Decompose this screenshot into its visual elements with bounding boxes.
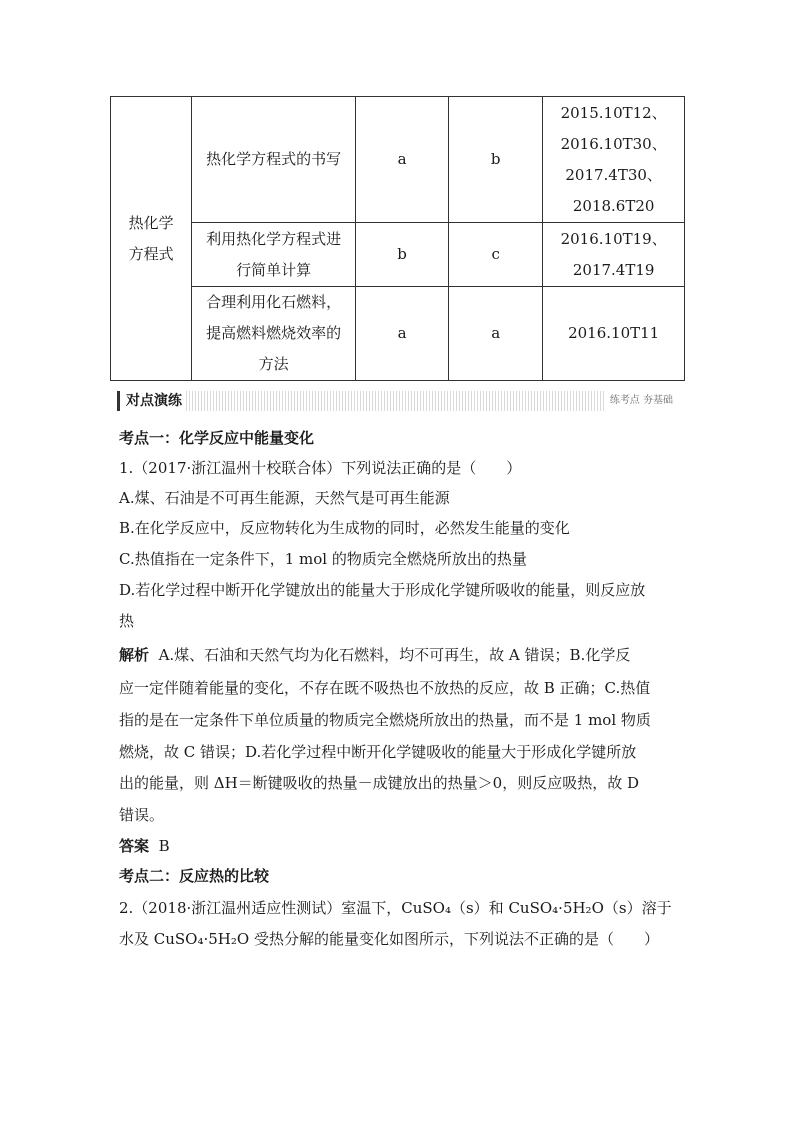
analysis-line: 错误。: [119, 806, 165, 824]
level2-cell: c: [449, 223, 543, 287]
analysis-line: [119, 645, 679, 665]
analysis-line: 指的是在一定条件下单位质量的物质完全燃烧所放出的热量，而不是 1 mol 物质: [119, 711, 651, 729]
answer-line: [119, 836, 679, 856]
q1-stem: 1.（2017·浙江温州十校联合体）下列说法正确的是（ ）: [119, 459, 522, 477]
section-banner: [117, 391, 679, 411]
answer-value: B: [158, 837, 170, 855]
analysis-line: 出的能量，则 ΔH＝断键吸收的热量－成键放出的热量＞0，则反应吸热，故 D: [119, 774, 640, 792]
item-line: 提高燃料燃烧效率的: [206, 324, 342, 342]
section-subtitle: 练考点 夯基础: [604, 391, 679, 411]
q2-stem: 2.（2018·浙江温州适应性测试）室温下，CuSO₄（s）和 CuSO₄·5H₂O（s）溶于: [119, 899, 672, 917]
analysis-text: A.煤、石油和天然气均为化石燃料，均不可再生，故 A 错误；B.化学反: [158, 646, 631, 664]
level2-cell: a: [449, 287, 543, 381]
exam-line: 2017.4T30、: [565, 165, 662, 184]
table-row: [111, 287, 685, 381]
topic-line: 方程式: [128, 244, 174, 263]
q1-option-b: B.在化学反应中，反应物转化为生成物的同时，必然发生能量的变化: [119, 519, 570, 537]
q1-option-c: C.热值指在一定条件下，1 mol 的物质完全燃烧所放出的热量: [119, 550, 527, 568]
level1-cell: a: [356, 97, 449, 223]
q1-option-a: A.煤、石油是不可再生能源，天然气是可再生能源: [119, 489, 450, 507]
exam-cell: [543, 287, 685, 381]
table-row: [111, 223, 685, 287]
exam-line: 2016.10T19、: [560, 229, 667, 248]
q1-option-d-cont: 热: [119, 612, 135, 630]
item-line: 热化学方程式的书写: [206, 150, 342, 168]
q1-option-d: D.若化学过程中断开化学键放出的能量大于形成化学键所吸收的能量，则反应放: [119, 581, 646, 599]
exam-spec-table: [110, 96, 685, 381]
q2-stem-cont: 水及 CuSO₄·5H₂O 受热分解的能量变化如图所示，下列说法不正确的是（ ）: [119, 930, 659, 948]
item-line: 行简单计算: [236, 260, 312, 279]
exam-line: 2015.10T12、: [560, 103, 667, 122]
item-cell: [192, 223, 356, 287]
table-row: [111, 97, 685, 223]
topic-cell: [111, 97, 192, 381]
item-cell: [192, 287, 356, 381]
kp2-heading: 考点二：反应热的比较: [119, 867, 270, 885]
level2-cell: b: [449, 97, 543, 223]
answer-label: 答案: [119, 837, 150, 855]
exam-cell: [543, 97, 685, 223]
exam-line: 2017.4T19: [572, 260, 655, 279]
item-line: 方法: [258, 355, 289, 373]
analysis-line: 燃烧，故 C 错误；D.若化学过程中断开化学键吸收的能量大于形成化学键所放: [119, 743, 637, 761]
topic-line: 热化学: [128, 213, 174, 232]
analysis-label: 解析: [119, 646, 150, 664]
exam-line: 2016.10T11: [568, 324, 660, 342]
exam-cell: [543, 223, 685, 287]
exam-line: 2018.6T20: [572, 196, 655, 215]
level1-cell: a: [356, 287, 449, 381]
analysis-line: 应一定伴随着能量的变化，不存在既不吸热也不放热的反应，故 B 正确；C.热值: [119, 679, 651, 697]
kp1-heading: 考点一：化学反应中能量变化: [119, 429, 315, 447]
exam-line: 2016.10T30、: [560, 134, 667, 153]
level1-cell: b: [356, 223, 449, 287]
item-cell: [192, 97, 356, 223]
item-line: 合理利用化石燃料，: [206, 293, 342, 311]
section-title: 对点演练: [117, 391, 186, 411]
item-line: 利用热化学方程式进: [206, 229, 342, 248]
